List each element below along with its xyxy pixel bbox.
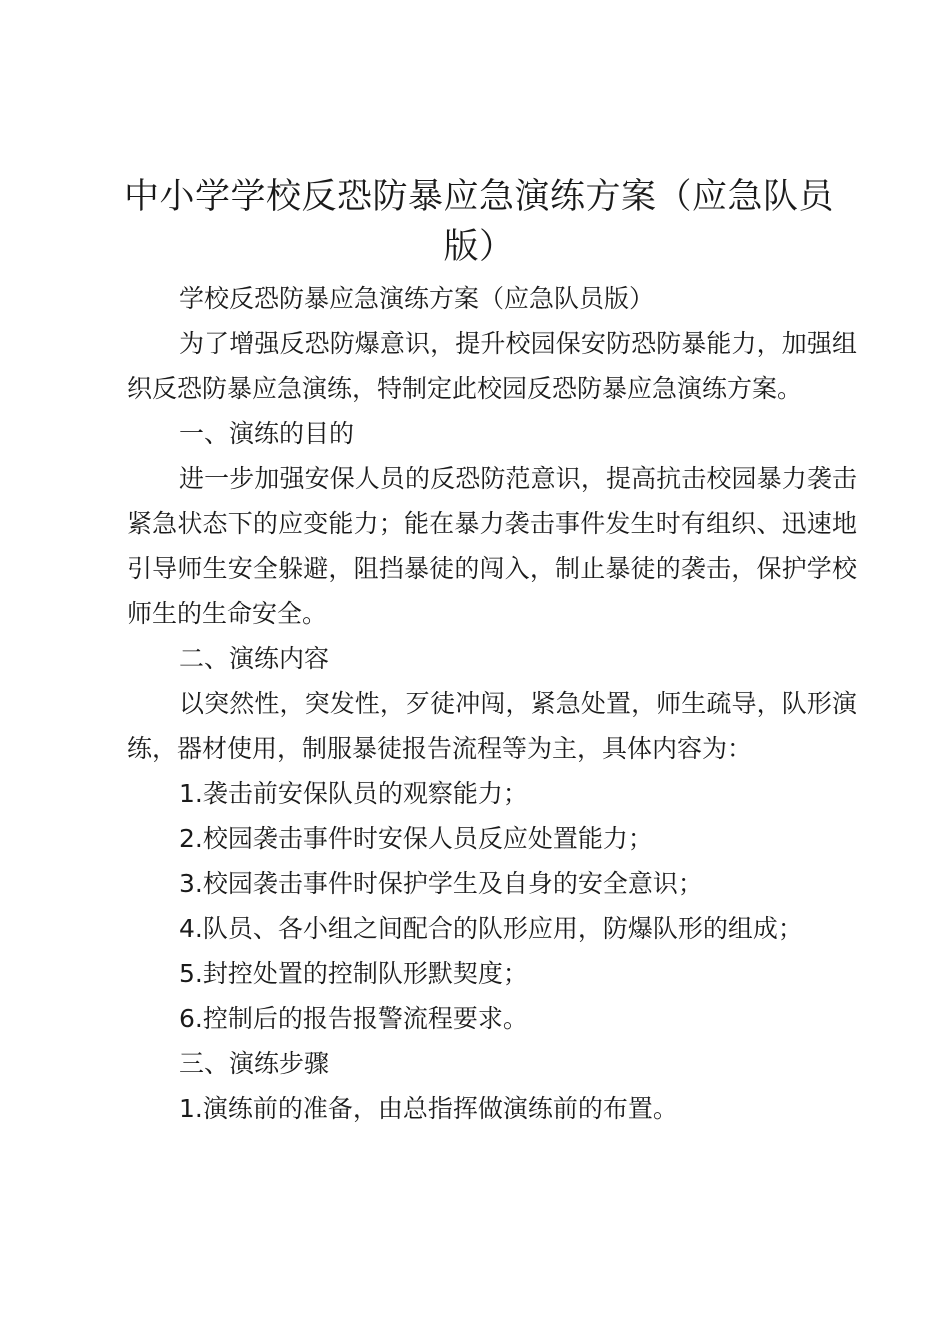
- intro-paragraph: 为了增强反恐防爆意识，提升校园保安防恐防暴能力，加强组织反恐防暴应急演练，特制定此校园反恐防暴应急演练方案。: [127, 329, 857, 403]
- subtitle-paragraph: 学校反恐防暴应急演练方案（应急队员版）: [179, 284, 655, 313]
- list-item: 4.队员、各小组之间配合的队形应用，防爆队形的组成；: [179, 914, 803, 943]
- list-item: 3.校园袭击事件时保护学生及自身的安全意识；: [179, 869, 703, 898]
- section-heading-steps: 三、演练步骤: [179, 1049, 330, 1078]
- section-heading-purpose: 一、演练的目的: [179, 419, 355, 448]
- list-item: 5.封控处置的控制队形默契度；: [179, 959, 528, 988]
- list-item: 1.袭击前安保队员的观察能力；: [179, 779, 528, 808]
- list-item: 6.控制后的报告报警流程要求。: [179, 1004, 528, 1033]
- section-heading-content: 二、演练内容: [179, 644, 330, 673]
- document-title: 中小学学校反恐防暴应急演练方案（应急队员版）: [123, 177, 834, 267]
- purpose-paragraph: 进一步加强安保人员的反恐防范意识，提高抗击校园暴力袭击紧急状态下的应变能力；能在暴力袭击事件发生时有组织、迅速地引导师生安全躲避，阻挡暴徒的闯入，制止暴徒的袭击，保护学校师生的生命安全。: [127, 464, 857, 628]
- list-item: 2.校园袭击事件时安保人员反应处置能力；: [179, 824, 653, 853]
- document-body: [127, 276, 857, 1131]
- step-item: 1.演练前的准备，由总指挥做演练前的布置。: [179, 1094, 678, 1123]
- content-paragraph: 以突然性，突发性，歹徒冲闯，紧急处置，师生疏导，队形演练，器材使用，制服暴徒报告流程等为主，具体内容为：: [127, 689, 857, 763]
